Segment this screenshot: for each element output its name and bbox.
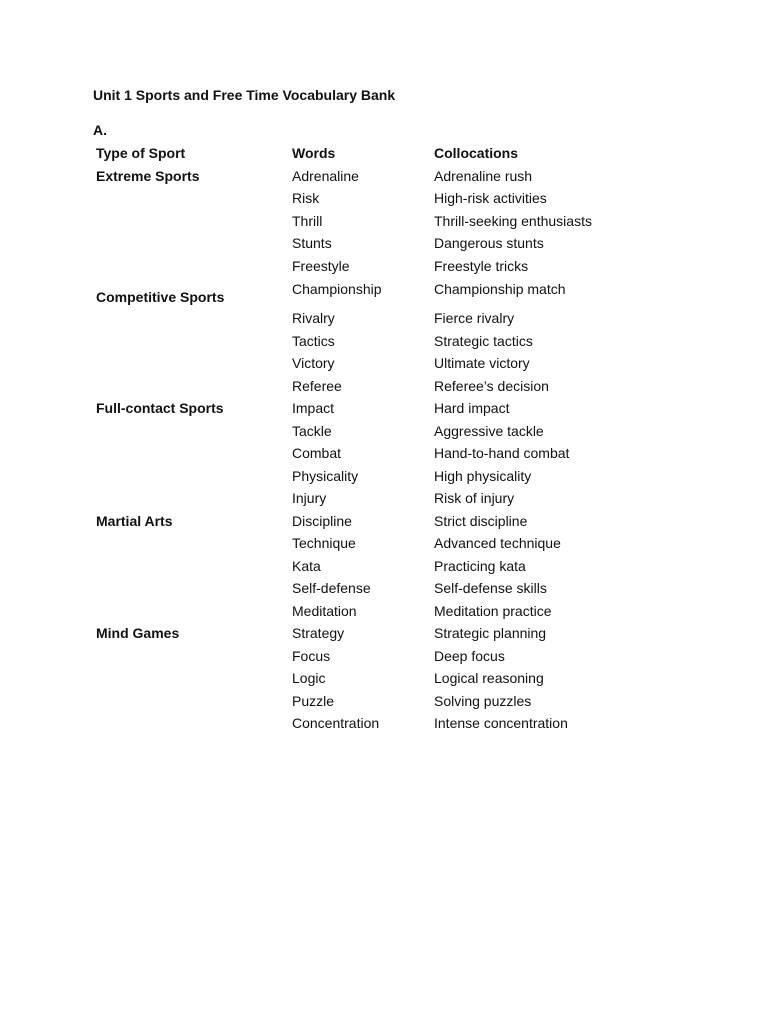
- column-header-type: Type of Sport: [96, 145, 186, 161]
- word-cell: Logic: [292, 670, 326, 686]
- table-row: [96, 399, 656, 422]
- collocation-cell: Self-defense skills: [434, 580, 547, 596]
- table-row: [96, 489, 656, 512]
- sport-type-cell: Martial Arts: [96, 512, 173, 529]
- word-cell: Concentration: [292, 715, 380, 731]
- table-row: [96, 189, 656, 212]
- word-cell: Physicality: [292, 467, 359, 484]
- collocation-cell: Referee’s decision: [434, 377, 549, 394]
- table-row: [96, 647, 656, 670]
- word-cell: Impact: [292, 400, 335, 416]
- word-cell: Championship: [292, 281, 382, 297]
- sport-type-cell: Extreme Sports: [96, 167, 200, 184]
- word-cell: Injury: [292, 490, 327, 506]
- vocabulary-table: [96, 144, 656, 737]
- collocation-cell: Adrenaline rush: [434, 167, 533, 184]
- column-header-words: Words: [292, 145, 336, 161]
- word-cell: Discipline: [292, 512, 352, 529]
- table-row: [96, 377, 656, 400]
- table-row: [96, 579, 656, 602]
- column-header-collocations: Collocations: [434, 145, 519, 161]
- word-cell: Thrill: [292, 212, 323, 229]
- table-row: [96, 624, 656, 647]
- word-cell: Rivalry: [292, 310, 335, 326]
- collocation-cell: Hard impact: [434, 400, 510, 416]
- sport-type-cell: Mind Games: [96, 625, 180, 641]
- collocation-cell: Freestyle tricks: [434, 257, 529, 274]
- word-cell: Freestyle: [292, 257, 350, 274]
- document-title: Unit 1 Sports and Free Time Vocabulary Bank: [93, 87, 396, 103]
- word-cell: Referee: [292, 377, 342, 394]
- table-header-row: [96, 144, 656, 167]
- word-cell: Strategy: [292, 625, 345, 641]
- word-cell: Victory: [292, 355, 335, 371]
- collocation-cell: Strict discipline: [434, 512, 528, 529]
- word-cell: Self-defense: [292, 580, 371, 596]
- collocation-cell: High-risk activities: [434, 190, 547, 206]
- table-row: [96, 234, 656, 257]
- word-cell: Meditation: [292, 602, 357, 619]
- table-row: [96, 167, 656, 190]
- word-cell: Puzzle: [292, 692, 335, 709]
- table-row: [96, 212, 656, 235]
- word-cell: Focus: [292, 647, 331, 664]
- collocation-cell: Strategic planning: [434, 625, 547, 641]
- collocation-cell: High physicality: [434, 467, 532, 484]
- table-row: [96, 714, 656, 737]
- section-label: A.: [93, 122, 107, 138]
- collocation-cell: Championship match: [434, 281, 566, 297]
- table-row: [96, 257, 656, 280]
- word-cell: Risk: [292, 190, 320, 206]
- collocation-cell: Dangerous stunts: [434, 235, 544, 251]
- collocation-cell: Meditation practice: [434, 602, 552, 619]
- collocation-cell: Aggressive tackle: [434, 422, 544, 439]
- table-row: [96, 279, 656, 309]
- collocation-cell: Strategic tactics: [434, 332, 533, 349]
- table-row: [96, 467, 656, 490]
- word-cell: Combat: [292, 445, 342, 461]
- table-row: [96, 309, 656, 332]
- sport-type-cell: Competitive Sports: [96, 289, 225, 305]
- collocation-cell: Hand-to-hand combat: [434, 445, 570, 461]
- sport-type-cell: Full-contact Sports: [96, 400, 224, 416]
- table-row: [96, 692, 656, 715]
- word-cell: Tactics: [292, 332, 335, 349]
- table-row: [96, 512, 656, 535]
- collocation-cell: Intense concentration: [434, 715, 568, 731]
- table-row: [96, 669, 656, 692]
- collocation-cell: Risk of injury: [434, 490, 515, 506]
- table-row: [96, 444, 656, 467]
- collocation-cell: Fierce rivalry: [434, 310, 515, 326]
- collocation-cell: Ultimate victory: [434, 355, 530, 371]
- word-cell: Technique: [292, 535, 356, 551]
- collocation-cell: Practicing kata: [434, 557, 526, 574]
- table-row: [96, 557, 656, 580]
- table-row: [96, 354, 656, 377]
- table-row: [96, 332, 656, 355]
- collocation-cell: Logical reasoning: [434, 670, 544, 686]
- table-row: [96, 534, 656, 557]
- word-cell: Kata: [292, 557, 321, 574]
- collocation-cell: Deep focus: [434, 647, 505, 664]
- word-cell: Tackle: [292, 422, 332, 439]
- word-cell: Stunts: [292, 235, 332, 251]
- table-row: [96, 422, 656, 445]
- collocation-cell: Thrill-seeking enthusiasts: [434, 212, 592, 229]
- collocation-cell: Solving puzzles: [434, 692, 532, 709]
- table-row: [96, 602, 656, 625]
- collocation-cell: Advanced technique: [434, 535, 561, 551]
- word-cell: Adrenaline: [292, 167, 359, 184]
